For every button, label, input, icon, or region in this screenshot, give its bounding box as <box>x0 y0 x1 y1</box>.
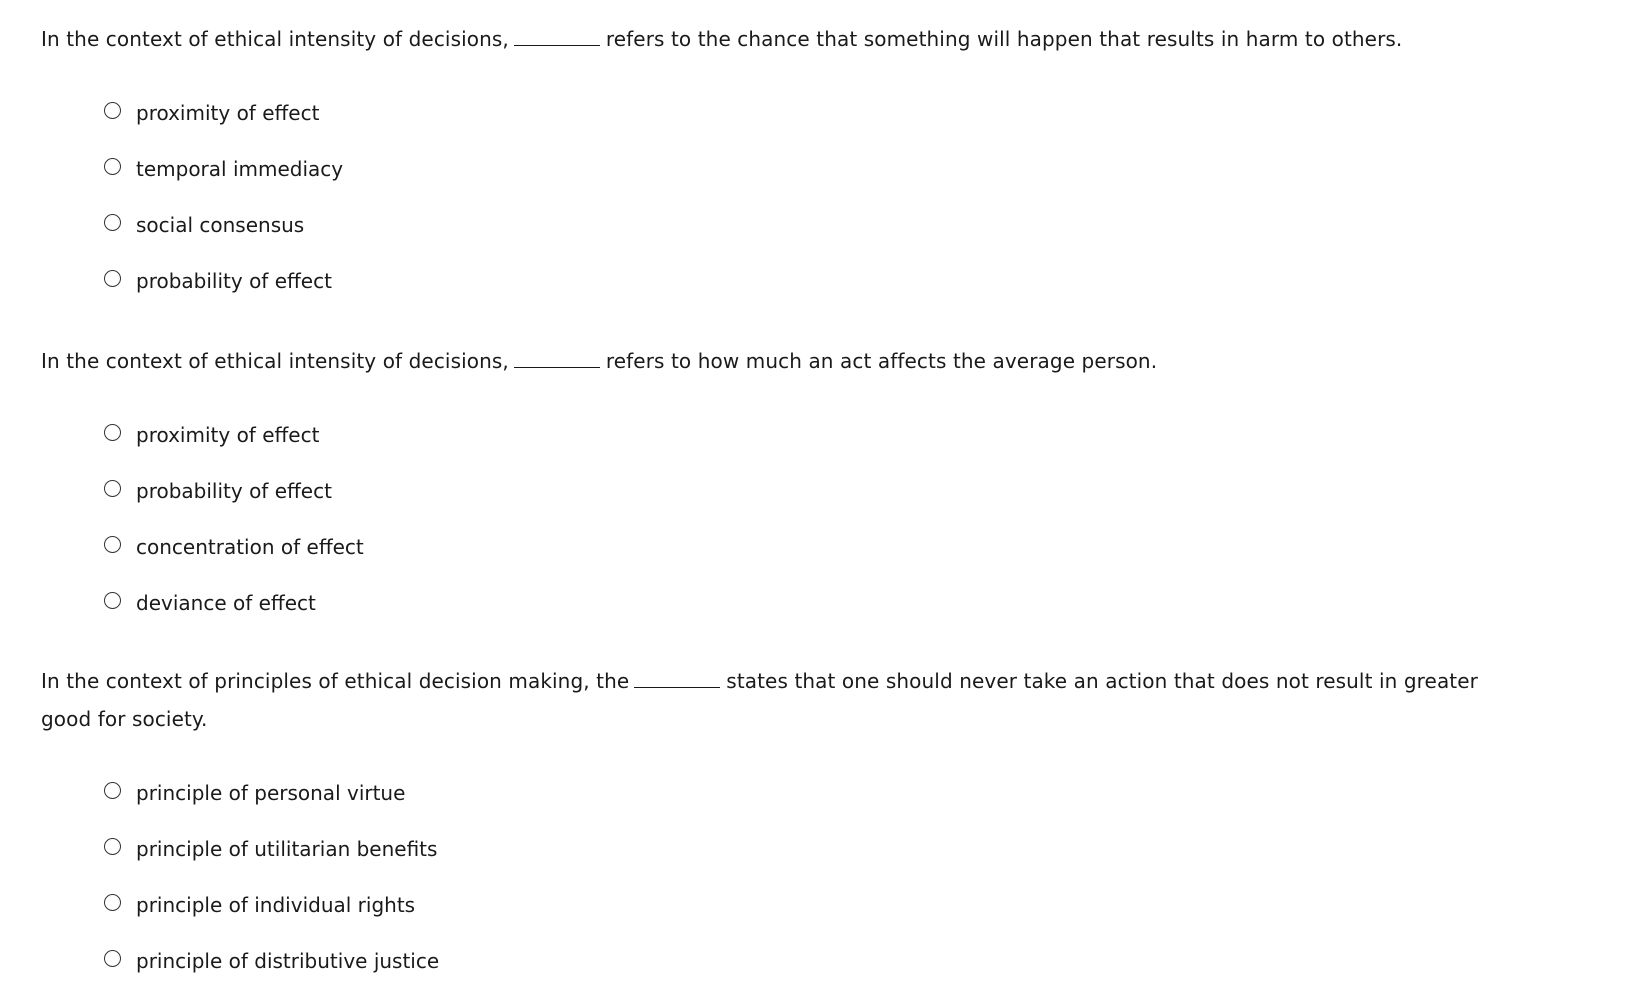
question-2-prompt <box>41 342 1521 380</box>
option-label: principle of distributive justice <box>136 949 440 973</box>
question-2-option-1[interactable] <box>104 406 1521 462</box>
question-2 <box>41 342 1521 650</box>
question-2-option-2[interactable] <box>104 462 1521 518</box>
question-3-options <box>104 764 1521 988</box>
radio-icon[interactable] <box>104 536 121 553</box>
radio-icon[interactable] <box>104 838 121 855</box>
question-2-blank <box>514 349 600 368</box>
question-3-prompt <box>41 662 1521 738</box>
option-label: proximity of effect <box>136 423 320 447</box>
question-1-blank <box>514 27 600 46</box>
option-label: social consensus <box>136 213 305 237</box>
question-1-option-3[interactable] <box>104 196 1521 252</box>
option-label: principle of personal virtue <box>136 781 406 805</box>
radio-icon[interactable] <box>104 894 121 911</box>
question-1-prompt <box>41 20 1521 58</box>
question-2-prompt-start: In the context of ethical intensity of decisions, <box>41 349 509 373</box>
option-label: principle of individual rights <box>136 893 416 917</box>
radio-icon[interactable] <box>104 592 121 609</box>
question-3-blank <box>634 669 720 688</box>
question-3-prompt-end: states that one should never take an action that does not result in greater good for society. <box>41 669 1478 731</box>
question-3-option-3[interactable] <box>104 876 1521 932</box>
question-3-option-4[interactable] <box>104 932 1521 988</box>
question-1-prompt-end: refers to the chance that something will happen that results in harm to others. <box>605 27 1403 51</box>
radio-icon[interactable] <box>104 950 121 967</box>
radio-icon[interactable] <box>104 214 121 231</box>
option-label: deviance of effect <box>136 591 316 615</box>
question-2-option-4[interactable] <box>104 574 1521 630</box>
question-1-options <box>104 84 1521 308</box>
question-2-options <box>104 406 1521 630</box>
option-label: temporal immediacy <box>136 157 344 181</box>
radio-icon[interactable] <box>104 158 121 175</box>
question-3-option-2[interactable] <box>104 820 1521 876</box>
question-1 <box>41 20 1521 328</box>
option-label: probability of effect <box>136 479 332 503</box>
option-label: probability of effect <box>136 269 332 293</box>
radio-icon[interactable] <box>104 270 121 287</box>
question-1-option-1[interactable] <box>104 84 1521 140</box>
question-3-prompt-start: In the context of principles of ethical decision making, the <box>41 669 630 693</box>
question-1-option-4[interactable] <box>104 252 1521 308</box>
radio-icon[interactable] <box>104 480 121 497</box>
radio-icon[interactable] <box>104 102 121 119</box>
question-2-prompt-end: refers to how much an act affects the average person. <box>605 349 1158 373</box>
option-label: concentration of effect <box>136 535 364 559</box>
question-3-option-1[interactable] <box>104 764 1521 820</box>
question-2-option-3[interactable] <box>104 518 1521 574</box>
question-1-prompt-start: In the context of ethical intensity of decisions, <box>41 27 509 51</box>
option-label: principle of utilitarian benefits <box>136 837 438 861</box>
question-1-option-2[interactable] <box>104 140 1521 196</box>
option-label: proximity of effect <box>136 101 320 125</box>
question-3 <box>41 662 1521 1008</box>
radio-icon[interactable] <box>104 424 121 441</box>
radio-icon[interactable] <box>104 782 121 799</box>
